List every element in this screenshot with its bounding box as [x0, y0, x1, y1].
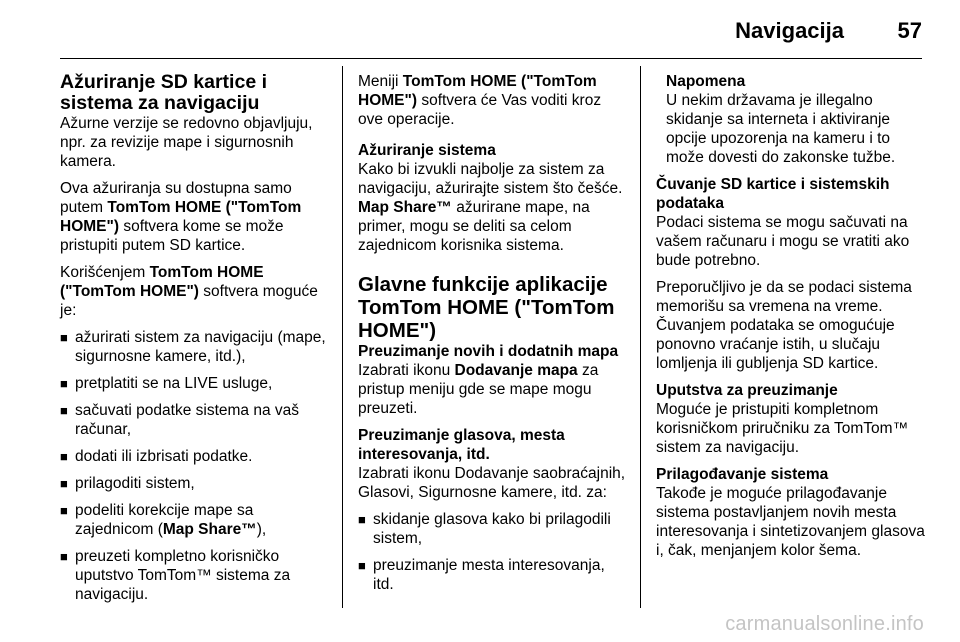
bullet-list — [358, 510, 628, 594]
list-item-text: preuzimanje mesta interesovanja, itd. — [373, 557, 605, 593]
list-item-text: dodati ili izbrisati podatke. — [75, 448, 253, 465]
bullet-icon: ■ — [60, 449, 68, 464]
paragraph: Podaci sistema se mogu sačuvati na vašem računaru i mogu se vratiti ako bude potrebno. — [656, 214, 910, 269]
subheading: Ažuriranje sistema — [358, 142, 496, 159]
bullet-icon: ■ — [60, 403, 68, 418]
text: ažurirane mape, na primer, mogu se deliti sa celom zajednicom korisnika sistema. — [358, 199, 590, 254]
text: Ova ažuriranja su dostupna samo putem — [60, 180, 292, 216]
paragraph — [358, 160, 628, 255]
list-item — [60, 447, 332, 466]
list-item — [358, 510, 628, 548]
bold-text: Dodavanje mapa — [454, 362, 578, 379]
section-title: Navigacija — [735, 18, 844, 43]
subheading: Čuvanje SD kartice i sistemskih podataka — [656, 176, 890, 212]
section-heading: Glavne funkcije aplikacije TomTom HOME ("TomTom HOME") — [358, 273, 615, 342]
list-item — [60, 501, 332, 539]
list-item — [60, 374, 332, 393]
bold-text: TomTom HOME ("TomTom HOME") — [60, 264, 264, 300]
paragraph: Preporučljivo je da se podaci sistema memorišu sa vremena na vreme. Čuvanjem podataka se omogućuje ponovno vraćanje istih, u slučaju lomljenja ili gubljenja SD kartice. — [656, 279, 912, 372]
text: ), — [256, 521, 267, 538]
bold-text: TomTom HOME ("TomTom HOME") — [358, 73, 597, 109]
column-2 — [358, 72, 628, 602]
paragraph — [358, 72, 628, 129]
list-item-text: sačuvati podatke sistema na vaš računar, — [75, 402, 300, 438]
page-number: 57 — [897, 18, 922, 43]
list-item — [60, 401, 332, 439]
text: softvera će Vas voditi kroz ove operacije. — [358, 92, 602, 128]
list-item — [358, 556, 628, 594]
list-item-text: prilagoditi sistem, — [75, 475, 195, 492]
paragraph: Moguće je pristupiti kompletnom korisničkom priručniku za TomTom™ sistem za navigaciju. — [656, 401, 909, 456]
subheading: Preuzimanje glasova, mesta interesovanja, itd. — [358, 427, 565, 463]
paragraph — [60, 179, 332, 255]
note-title: Napomena — [666, 73, 746, 90]
text: softvera moguće je: — [60, 283, 318, 319]
list-item-text: ažurirati sistem za navigaciju (mape, sigurnosne kamere, itd.), — [75, 329, 326, 365]
bullet-icon: ■ — [60, 549, 68, 564]
bullet-icon: ■ — [60, 376, 68, 391]
text: Kako bi izvukli najbolje za sistem za navigaciju, ažurirajte sistem što češće. — [358, 161, 623, 197]
subheading: Uputstva za preuzimanje — [656, 382, 838, 399]
header-rule — [60, 58, 922, 59]
bold-text: TomTom HOME ("TomTom HOME") — [60, 199, 302, 235]
list-item — [60, 474, 332, 493]
bullet-icon: ■ — [358, 558, 366, 573]
subheading: Preuzimanje novih i dodatnih mapa — [358, 343, 619, 360]
paragraph: Ažurne verzije se redovno objavljuju, npr. za revizije mape i sigurnosnih kamera. — [60, 115, 313, 170]
text: Izabrati ikonu — [358, 362, 455, 379]
page-header — [60, 14, 922, 50]
list-item — [60, 547, 332, 604]
list-item-text: pretplatiti se na LIVE usluge, — [75, 375, 273, 392]
bullet-icon: ■ — [60, 503, 68, 518]
list-item-text: skidanje glasova kako bi prilagodili sistem, — [373, 511, 611, 547]
text: softvera kome se može pristupiti putem SD kartice. — [60, 218, 284, 254]
note-box — [656, 72, 926, 167]
bullet-icon: ■ — [60, 476, 68, 491]
text: za pristup meniju gde se mape mogu preuzeti. — [358, 362, 599, 417]
list-item — [60, 328, 332, 366]
bold-text: Map Share™ — [162, 521, 257, 538]
column-1 — [60, 72, 332, 612]
subheading: Prilagođavanje sistema — [656, 466, 829, 483]
column-divider — [640, 66, 641, 608]
column-divider — [342, 66, 343, 608]
watermark: carmanualsonline.info — [725, 613, 924, 635]
paragraph — [60, 263, 332, 320]
text: podeliti korekcije mape sa zajednicom ( — [75, 502, 254, 538]
note-text: U nekim državama je illegalno skidanje sa interneta i aktiviranje opcije upozorenja na kameru i to može dovesti do zakonske tužbe. — [666, 92, 896, 166]
bullet-icon: ■ — [60, 330, 68, 345]
paragraph: Takođe je moguće prilagođavanje sistema postavljanjem novih mesta interesovanja i sintetizovanjem glasova i, čak, menjanjem kolor šema. — [656, 485, 925, 559]
text: Korišćenjem — [60, 264, 150, 281]
section-heading: Ažuriranje SD kartice i sistema za navigaciju — [60, 71, 267, 114]
bold-text: Map Share™ — [358, 199, 452, 216]
bullet-list — [60, 328, 332, 604]
bullet-icon: ■ — [358, 512, 366, 527]
list-item-text: preuzeti kompletno korisničko uputstvo TomTom™ sistema za navigaciju. — [75, 548, 291, 603]
column-3 — [656, 72, 926, 568]
paragraph: Izabrati ikonu Dodavanje saobraćajnih, Glasovi, Sigurnosne kamere, itd. za: — [358, 465, 626, 501]
paragraph — [358, 361, 628, 418]
text: Meniji — [358, 73, 403, 90]
